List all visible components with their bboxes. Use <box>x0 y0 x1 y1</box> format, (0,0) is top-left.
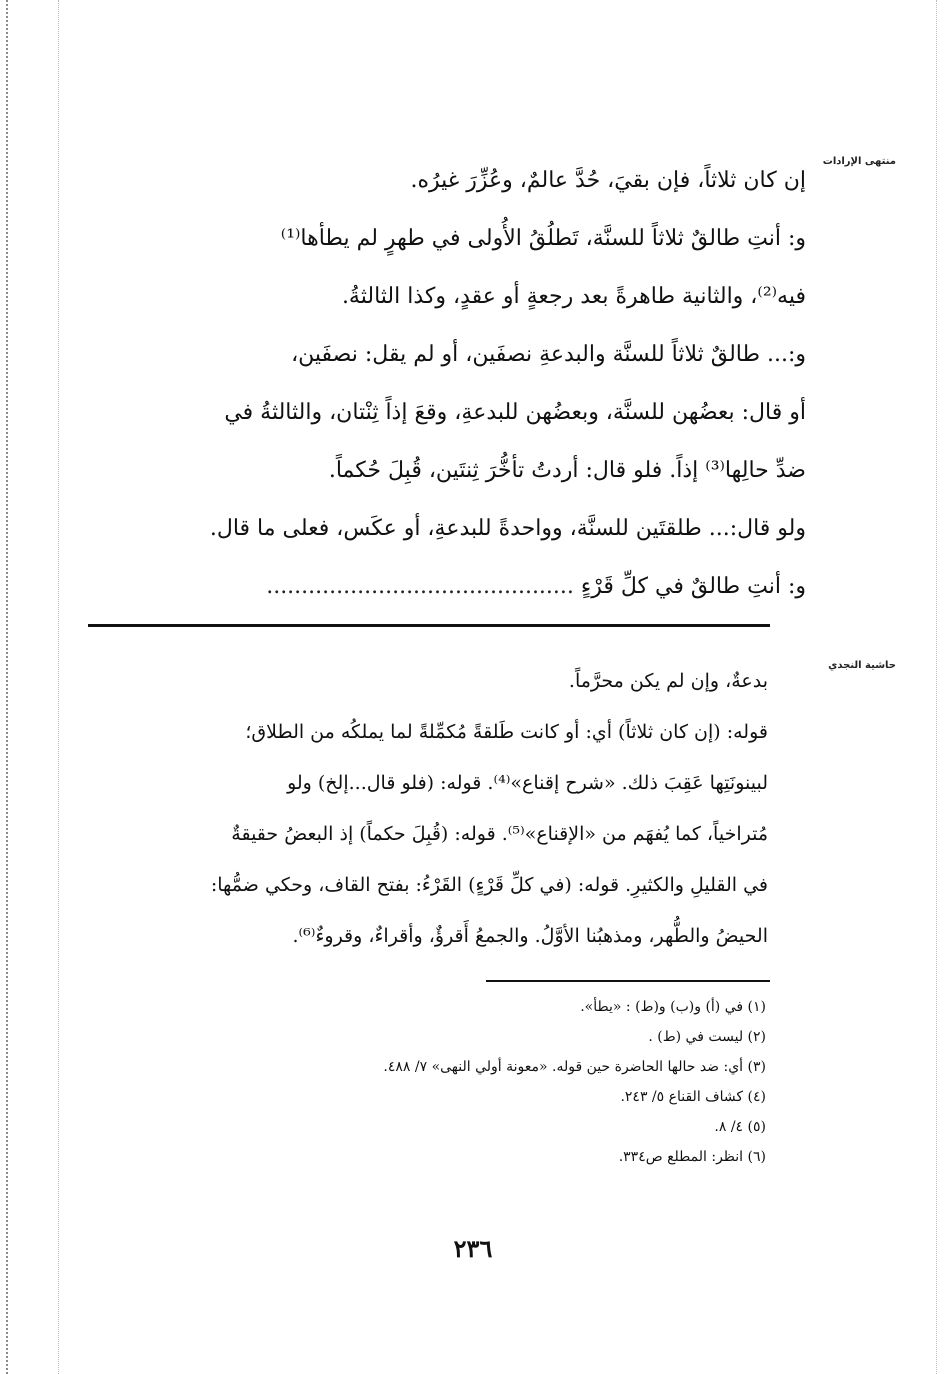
commentary-block <box>88 656 768 962</box>
main-text-line: و: أنتِ طالقٌ ثلاثاً للسنَّة، تَطلُقُ الأُولى في طهرٍ لم يطأها⁽¹⁾ <box>280 226 806 251</box>
footnote: (٥) ٤/ ٨. <box>714 1119 766 1135</box>
section-divider <box>88 624 770 627</box>
main-text-fragment: و: أنتِ طالقٌ في كلِّ قَرْءٍ <box>580 574 806 599</box>
footnote: (٤) كشاف القناع ٥/ ٢٤٣. <box>620 1089 766 1105</box>
main-text-line-last <box>88 558 806 616</box>
main-text-line: أو قال: بعضُهن للسنَّة، وبعضُهن للبدعةِ، وقعَ إذاً ثِنْتان، والثالثةُ في <box>224 400 806 425</box>
side-label-commentary: حاشية النجدي <box>828 660 896 671</box>
main-text-line: ولو قال:... طلقتَين للسنَّة، وواحدةً للبدعةِ، أو عكَس، فعلى ما قال. <box>209 516 806 541</box>
main-text-line: إن كان ثلاثاً، فإن بقيَ، حُدَّ عالمٌ، وعُزِّرَ غيرُه. <box>410 168 806 193</box>
footnote: (١) في (أ) و(ب) و(ط) : «يطأ». <box>580 999 766 1015</box>
footnote: (٦) انظر: المطلع ص٣٣٤. <box>618 1149 766 1165</box>
main-text-block <box>88 152 806 616</box>
footnote-divider <box>486 980 770 982</box>
side-label-main-text: منتهى الإرادات <box>822 156 896 167</box>
commentary-line: في القليلِ والكثيرِ. قوله: (في كلِّ قَرْءٍ) القَرْءُ: بفتح القاف، وحكي ضمُّها: <box>210 874 768 896</box>
scan-margin-dotted-line <box>6 0 8 1374</box>
trailing-dots: ............................................ <box>266 574 574 599</box>
main-text-line: ضدِّ حالِها⁽³⁾ إذاً. فلو قال: أردتُ تأخُّرَ ثِنتَين، قُبِلَ حُكماً. <box>328 458 806 483</box>
commentary-line: الحيضُ والطُّهر، ومذهبُنا الأوَّلُ. والجمعُ أَقرؤٌ، وأقراءٌ، وقروءٌ⁽⁶⁾. <box>292 925 768 947</box>
page-number: ٢٣٦ <box>453 1234 493 1263</box>
commentary-line: لبينونَتِها عَقِبَ ذلك. «شرح إقناع»⁽⁴⁾. قوله: (فلو قال...إلخ) ولو <box>287 772 768 794</box>
commentary-line: مُتراخياً، كما يُفهَم من «الإقناع»⁽⁵⁾. قوله: (قُبِلَ حكماً) إذ البعضُ حقيقةٌ <box>231 823 768 845</box>
scan-margin-dotted-line <box>936 0 937 1374</box>
main-text-line: و:... طالقٌ ثلاثاً للسنَّة والبدعةِ نصفَين، أو لم يقل: نصفَين، <box>291 342 806 367</box>
main-text-line: فيه⁽²⁾، والثانية طاهرةً بعد رجعةٍ أو عقدٍ، وكذا الثالثةُ. <box>341 284 806 309</box>
commentary-line: بدعةٌ، وإن لم يكن محرَّماً. <box>568 670 768 692</box>
commentary-line: قوله: (إن كان ثلاثاً) أي: أو كانت طَلقةً مُكمِّلةً لما يملكُه من الطلاق؛ <box>245 721 768 743</box>
footnote: (٣) أي: ضد حالها الحاضرة حين قوله. «معونة أولي النهى» ٧/ ٤٨٨. <box>383 1059 766 1075</box>
footnotes-block <box>250 992 766 1172</box>
footnote: (٢) ليست في (ط) . <box>648 1029 766 1045</box>
scan-margin-dotted-line <box>58 0 59 1374</box>
